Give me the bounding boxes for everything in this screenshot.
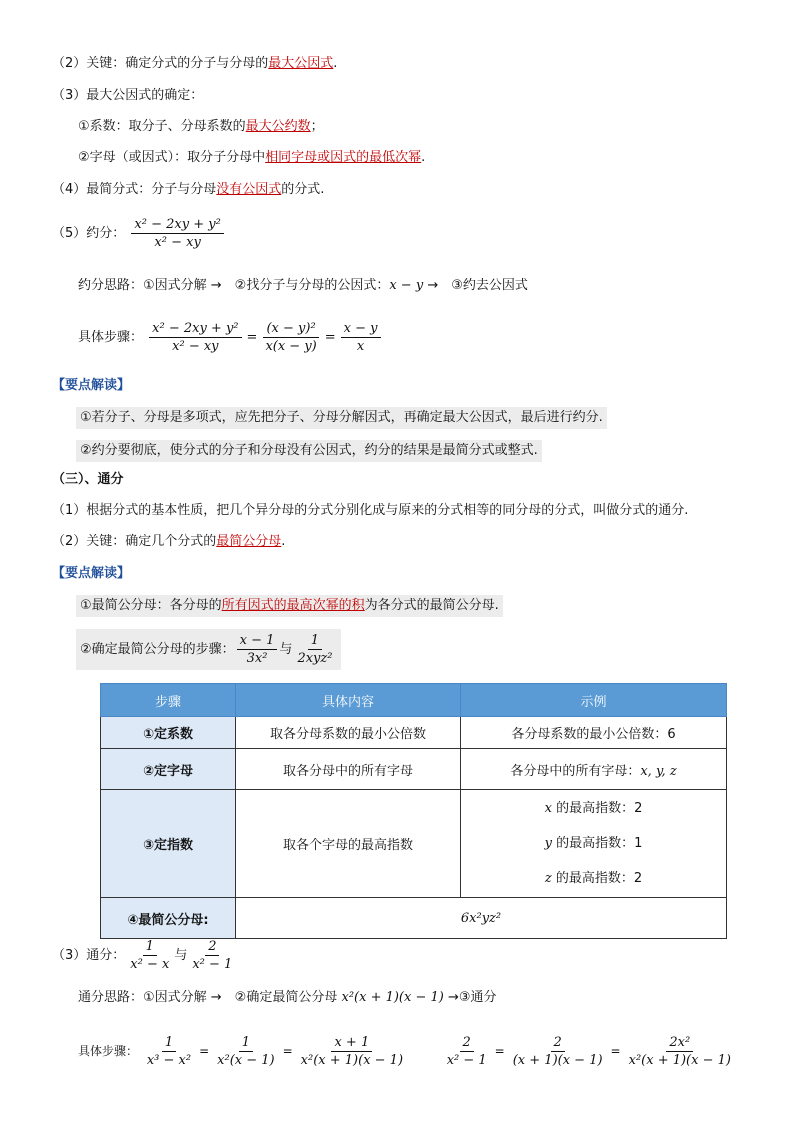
fraction: $\frac{2}{\text{x² − 1}}$	[192, 939, 233, 972]
line-reduce-steps: 具体步骤： $\frac{\text{x² − 2xy + y²}}{\text{x² − xy}}$ = $\frac{\text{(x − y)²}}{x(x - y)}$ = $\frac{x - y}{x}$	[78, 320, 383, 356]
line-common-denominator-example: （3）通分： $\frac{1}{\text{x² − x}}$ 与 $\frac{2}{\text{x² − 1}}$	[52, 938, 237, 974]
example-cell: x 的最高指数：2 y 的最高指数：1 z 的最高指数：2	[461, 790, 727, 898]
content-cell: 取各分母系数的最小公倍数	[236, 717, 461, 749]
highlight-term: 最大公因式	[268, 56, 334, 71]
fraction: $\frac{\text{2x²}}{\text{x²(x + 1)(x − 1)}}$	[628, 1035, 731, 1068]
result-cell: 6x²yz²	[236, 898, 727, 939]
line-key-point: （2）关键：确定分式的分子与分母的最大公因式.	[52, 56, 338, 71]
content-cell: 取各分母中的所有字母	[236, 749, 461, 790]
content-cell: 取各个字母的最高指数	[236, 790, 461, 898]
table-header-row	[101, 684, 727, 717]
table-header: 示例	[461, 684, 727, 717]
key-point-note: ②确定最简公分母的步骤： $\frac{x - 1}{\text{3x²}}$ 与 $\frac{1}{\text{2xyz²}}$	[76, 629, 341, 670]
line-common-denominator-steps: 具体步骤： $\frac{1}{\text{x³ − x²}}$ = $\frac{1}{\text{x²(x − 1)}}$ = $\frac{x + 1}{\text{x²(x + 1)(x − 1)}}$ $\frac{2}{\text{x² − 1}}$ = $\frac{2}{(x + 1)(x - 1)}$ = $\frac{\text{2x²}}{\text{x²(x + 1)(x − 1)}}$	[78, 1033, 736, 1069]
fraction: $\frac{2}{\text{x² − 1}}$	[446, 1035, 487, 1068]
highlight-term: 最简公分母	[216, 534, 282, 549]
key-point-note: ①最简公分母：各分母的所有因式的最高次幂的积为各分式的最简公分母.	[76, 595, 503, 617]
fraction: $\frac{\text{(x − y)²}}{x(x - y)}$	[265, 321, 317, 354]
line-coefficient-rule: ①系数：取分子、分母系数的最大公约数；	[78, 119, 324, 134]
table-header: 具体内容	[236, 684, 461, 717]
fraction: $\frac{\text{x² − 2xy + y²}}{\text{x² − xy}}$	[131, 216, 223, 251]
highlight-term: 相同字母或因式的最低次幂	[265, 150, 422, 165]
steps-table	[100, 683, 727, 939]
section-heading: （三）、通分	[52, 472, 124, 487]
line-reduce-idea: 约分思路：①因式分解 → ②找分子与分母的公因式：x − y → ③约去公因式	[78, 278, 528, 293]
line-simplest-fraction: （4）最简分式：分子与分母没有公因式的分式.	[52, 182, 325, 197]
line-letter-rule: ②字母（或因式）：取分子分母中相同字母或因式的最低次幂.	[78, 150, 426, 165]
key-point-note: ②约分要彻底，使分式的分子和分母没有公因式，约分的结果是最简分式或整式.	[76, 440, 542, 462]
key-point-note: ①若分子、分母是多项式，应先把分子、分母分解因式，再确定最大公因式，最后进行约分.	[76, 407, 607, 429]
step-cell: ②定字母	[101, 749, 236, 790]
step-cell: ①定系数	[101, 717, 236, 749]
example-cell: 各分母中的所有字母：x, y, z	[461, 749, 727, 790]
step-cell: ④最简公分母:	[101, 898, 236, 939]
fraction: $\frac{1}{\text{2xyz²}}$	[297, 633, 333, 666]
example-cell: 各分母系数的最小公倍数：6	[461, 717, 727, 749]
step-cell: ③定指数	[101, 790, 236, 898]
key-points-heading: 【要点解读】	[52, 566, 131, 581]
fraction: $\frac{x - y}{x}$	[341, 320, 381, 355]
fraction: $\frac{1}{\text{x²(x − 1)}}$	[217, 1035, 275, 1068]
fraction: $\frac{2}{(x + 1)(x - 1)}$	[512, 1035, 603, 1068]
fraction: $\frac{x - 1}{\text{3x²}}$	[237, 632, 278, 667]
line-common-denominator-definition: （1）根据分式的基本性质，把几个异分母的分式分别化成与原来的分式相等的同分母的分式，叫做分式的通分.	[52, 503, 689, 518]
key-points-heading: 【要点解读】	[52, 378, 131, 393]
table-row	[101, 898, 727, 939]
highlight-term: 没有公因式	[216, 182, 282, 197]
fraction: $\frac{1}{\text{x² − x}}$	[130, 939, 170, 972]
highlight-term: 最大公约数	[245, 119, 311, 134]
line-common-denominator-idea: 通分思路：①因式分解 → ②确定最简公分母 x²(x + 1)(x − 1) →③通分	[78, 990, 497, 1005]
fraction: $\frac{x + 1}{\text{x²(x + 1)(x − 1)}}$	[300, 1035, 404, 1068]
fraction: $\frac{\text{x² − 2xy + y²}}{\text{x² − xy}}$	[149, 320, 241, 355]
table-row	[101, 717, 727, 749]
fraction: $\frac{1}{\text{x³ − x²}}$	[146, 1035, 192, 1068]
table-row	[101, 749, 727, 790]
table-header: 步骤	[101, 684, 236, 717]
table-row	[101, 790, 727, 898]
line-common-denominator-key: （2）关键：确定几个分式的最简公分母.	[52, 534, 286, 549]
line-reduce-example: （5）约分： $\frac{\text{x² − 2xy + y²}}{\text{x² − xy}}$	[52, 216, 226, 252]
line-gcf-heading: （3）最大公因式的确定：	[52, 88, 204, 103]
